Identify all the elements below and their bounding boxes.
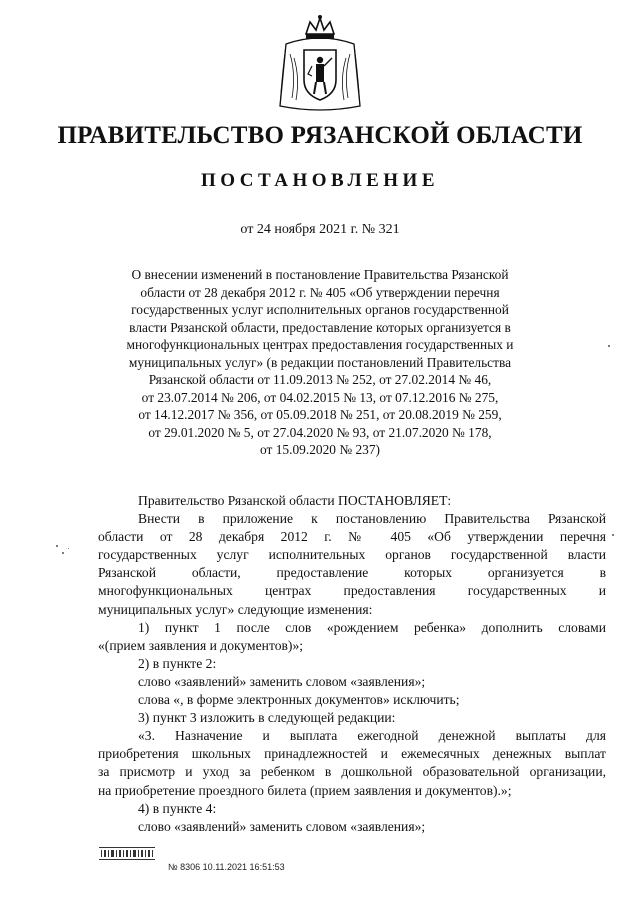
- body-line: многофункциональных центрах предоставления государственных и: [98, 583, 606, 599]
- body-line: «3. Назначение и выплата ежегодной денежной выплаты для: [138, 728, 606, 744]
- scan-speck: [56, 545, 58, 547]
- body-line: «(прием заявления и документов)»;: [98, 637, 304, 653]
- scan-speck: [62, 552, 64, 554]
- subject-line: муниципальных услуг» (в редакции постановлений Правительства: [128, 354, 512, 370]
- body-line: Внести в приложение к постановлению Правительства Рязанской: [138, 511, 606, 527]
- body-line: муниципальных услуг» следующие изменения:: [98, 601, 373, 617]
- document-body: [98, 492, 606, 836]
- ryazan-coat-of-arms-icon: [276, 14, 364, 114]
- body-line: слово «заявлений» заменить словом «заявления»;: [138, 673, 426, 689]
- subject-line: от 14.12.2017 № 356, от 05.09.2018 № 251, от 20.08.2019 № 259,: [138, 407, 502, 422]
- subject-line: многофункциональных центрах предоставления государственных и: [126, 337, 514, 352]
- government-title: ПРАВИТЕЛЬСТВО РЯЗАНСКОЙ ОБЛАСТИ: [57, 122, 583, 149]
- body-line: слова «, в форме электронных документов» исключить;: [138, 692, 460, 708]
- barcode-icon: [99, 847, 155, 861]
- body-line: 2) в пункте 2:: [138, 655, 217, 671]
- subject-line: Рязанской области от 11.09.2013 № 252, от 27.02.2014 № 46,: [148, 372, 492, 387]
- body-line: Рязанской области, предоставление которых организуется в: [98, 565, 606, 581]
- subject-line: от 29.01.2020 № 5, от 27.04.2020 № 93, от 21.07.2020 № 178,: [148, 424, 492, 440]
- registration-note: № 8306 10.11.2021 16:51:53: [168, 862, 285, 872]
- subject-line: от 23.07.2014 № 206, от 04.02.2015 № 13, от 07.12.2016 № 275,: [141, 389, 499, 405]
- subject-line: от 15.09.2020 № 237): [260, 442, 380, 457]
- document-subject: [100, 266, 540, 459]
- body-line: государственных услуг исполнительных органов государственной власти: [98, 547, 606, 563]
- document-type: ПОСТАНОВЛЕНИЕ: [200, 170, 440, 191]
- scan-speck: [608, 345, 610, 347]
- body-line: приобретения школьных принадлежностей и ежемесячных денежных выплат: [98, 746, 606, 762]
- body-line: 4) в пункте 4:: [138, 800, 217, 816]
- subject-line: власти Рязанской области, предоставление которых организуется в: [129, 319, 511, 335]
- subject-line: области от 28 декабря 2012 г. № 405 «Об утверждении перечня: [140, 284, 500, 300]
- body-line: Правительство Рязанской области ПОСТАНОВЛЯЕТ:: [138, 493, 452, 508]
- body-line: области от 28 декабря 2012 г. № 405 «Об утверждении перечня: [98, 529, 606, 545]
- subject-line: О внесении изменений в постановление Правительства Рязанской: [131, 267, 509, 282]
- document-date-number: от 24 ноября 2021 г. № 321: [240, 222, 400, 237]
- body-line: 1) пункт 1 после слов «рождением ребенка» дополнить словами: [138, 619, 606, 635]
- body-line: слово «заявлений» заменить словом «заявления»;: [138, 818, 426, 834]
- scan-speck: [612, 534, 614, 536]
- body-line: за присмотр и уход за ребенком в дошкольной образовательной организации,: [98, 764, 606, 780]
- body-line: 3) пункт 3 изложить в следующей редакции:: [138, 710, 396, 726]
- body-line: на приобретение проездного билета (прием заявления и документов).»;: [98, 782, 512, 798]
- subject-line: государственных услуг исполнительных органов государственной: [131, 302, 509, 317]
- scan-speck: [68, 548, 69, 549]
